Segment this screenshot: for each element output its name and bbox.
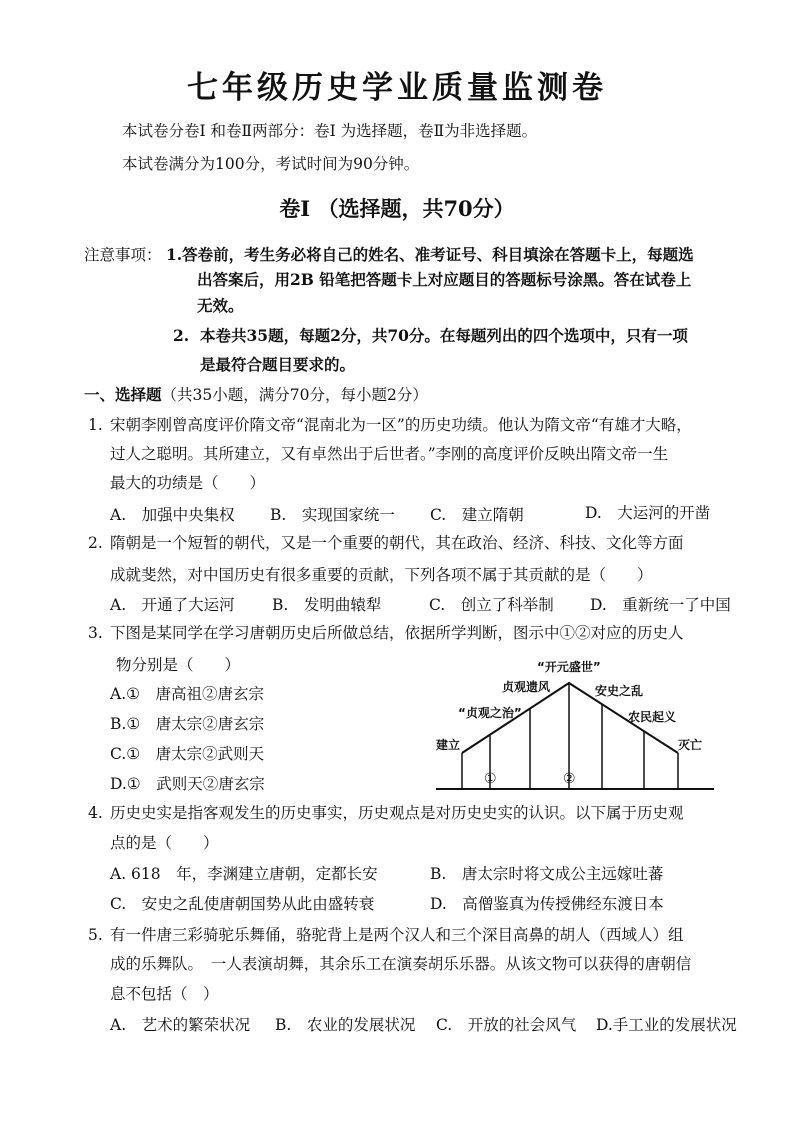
notes-label: 注意事项：: [84, 246, 162, 264]
q2-option-a: A. 开通了大运河: [110, 596, 235, 614]
q2-text-line-1: 隋朝是一个短暂的朝代，又是一个重要的朝代，其在政治、经济、科技、文化等方面: [110, 534, 684, 552]
q3-text-line-1: 下图是某同学在学习唐朝历史后所做总结，依据所学判断，图示中①②对应的历史人: [110, 624, 684, 642]
q1-option-a: A. 加强中央集权: [110, 506, 235, 524]
q5-number: 5.: [88, 926, 103, 944]
marker-2: ②: [563, 771, 576, 787]
notes-item1-line1: 1.答卷前，考生务必将自己的姓名、准考证号、科目填涂在答题卡上，每题选: [166, 245, 694, 264]
q4-option-a: A. 618 年，李渊建立唐朝，定都长安: [110, 865, 378, 883]
q5-option-b: B. 农业的发展状况: [275, 1016, 416, 1034]
q4-number: 4.: [88, 804, 103, 822]
section-title: 卷I （选择题，共70分）: [279, 196, 515, 221]
q1-text-line-2: 过人之聪明。其所建立，又有卓然出于后世者。”李刚的高度评价反映出隋文帝一生: [110, 445, 669, 463]
q4-text-line-2: 点的是（ ）: [110, 834, 219, 852]
notes-item2-line2: 是最符合题目要求的。: [200, 355, 356, 374]
tang-dynasty-diagram-svg: [432, 655, 722, 795]
part1-subheading: （共35小题，满分70分，每小题2分）: [161, 386, 428, 404]
q4-option-d: D. 高僧鉴真为传授佛经东渡日本: [430, 895, 664, 913]
label-zhenguan: “贞观之治”: [458, 706, 522, 720]
notes-item1-line2: 出答案后，用2B 铅笔把答题卡上对应题目的答题标号涂黑。答在试卷上: [197, 270, 692, 289]
part1-heading: [84, 385, 428, 405]
label-miewang: 灭亡: [678, 738, 703, 752]
intro-line-2: 本试卷满分为100分，考试时间为90分钟。: [122, 155, 420, 173]
q3-option-b: B.① 唐太宗②唐玄宗: [110, 715, 265, 733]
q2-text-line-2: 成就斐然，对中国历史有很多重要的贡献，下列各项不属于其贡献的是（ ）: [110, 566, 653, 584]
q3-option-a: A.① 唐高祖②唐玄宗: [110, 685, 265, 703]
q5-option-a: A. 艺术的繁荣状况: [110, 1016, 251, 1034]
q3-option-c: C.① 唐太宗②武则天: [110, 745, 265, 763]
label-anshi: 安史之乱: [595, 684, 644, 698]
q2-option-b: B. 发明曲辕犁: [272, 596, 382, 614]
q3-number: 3.: [88, 624, 103, 642]
label-kaiyuan: “开元盛世”: [537, 660, 601, 674]
q2-option-d: D. 重新统一了中国: [590, 596, 731, 614]
label-nongmin: 农民起义: [628, 710, 677, 724]
q5-text-line-2: 成的乐舞队。 一人表演胡舞，其余乐工在演奏胡乐乐器。从该文物可以获得的唐朝信: [110, 955, 692, 973]
q2-number: 2.: [88, 534, 103, 552]
q4-option-b: B. 唐太宗时将文成公主远嫁吐蕃: [430, 865, 664, 883]
q3-option-d: D.① 武则天②唐玄宗: [110, 775, 265, 793]
intro-line-1: 本试卷分卷I 和卷Ⅱ两部分：卷I 为选择题，卷Ⅱ为非选择题。: [122, 122, 538, 140]
notes-item2-line1: 本卷共35题，每题2分，共70分。在每题列出的四个选项中，只有一项: [200, 326, 688, 345]
q2-option-c: C. 创立了科举制: [429, 596, 554, 614]
label-zhenguan-yifeng: 贞观遗风: [502, 680, 551, 694]
tang-dynasty-diagram: [432, 655, 722, 795]
q5-text-line-1: 有一件唐三彩骑驼乐舞俑，骆驼背上是两个汉人和三个深目高鼻的胡人（西域人）组: [110, 926, 684, 944]
q1-text-line-1: 宋朝李刚曾高度评价隋文帝“混南北为一区”的历史功绩。他认为隋文帝“有雄才大略，: [110, 416, 692, 434]
exam-title: 七年级历史学业质量监测卷: [187, 70, 607, 106]
notes-item2-num: 2.: [173, 326, 190, 345]
q4-option-c: C. 安史之乱使唐朝国势从此由盛转衰: [110, 895, 375, 913]
notes-item1-line3: 无效。: [197, 296, 244, 315]
q1-number: 1.: [88, 416, 103, 434]
q3-text-line-2: 物分别是（ ）: [116, 656, 241, 674]
q1-option-d: D. 大运河的开凿: [585, 504, 711, 522]
part1-heading-main: 一、选择题: [84, 385, 162, 404]
q5-option-d: D.手工业的发展状况: [596, 1016, 737, 1034]
marker-1: ①: [484, 771, 497, 787]
q1-option-b: B. 实现国家统一: [270, 506, 395, 524]
q1-text-line-3: 最大的功绩是（ ）: [110, 474, 266, 492]
label-jianli: 建立: [436, 738, 461, 752]
q5-text-line-3: 息不包括（ ）: [110, 985, 219, 1003]
q4-text-line-1: 历史史实是指客观发生的历史事实，历史观点是对历史史实的认识。以下属于历史观: [110, 804, 684, 822]
q1-option-c: C. 建立隋朝: [430, 506, 524, 524]
q5-option-c: C. 开放的社会风气: [436, 1016, 577, 1034]
